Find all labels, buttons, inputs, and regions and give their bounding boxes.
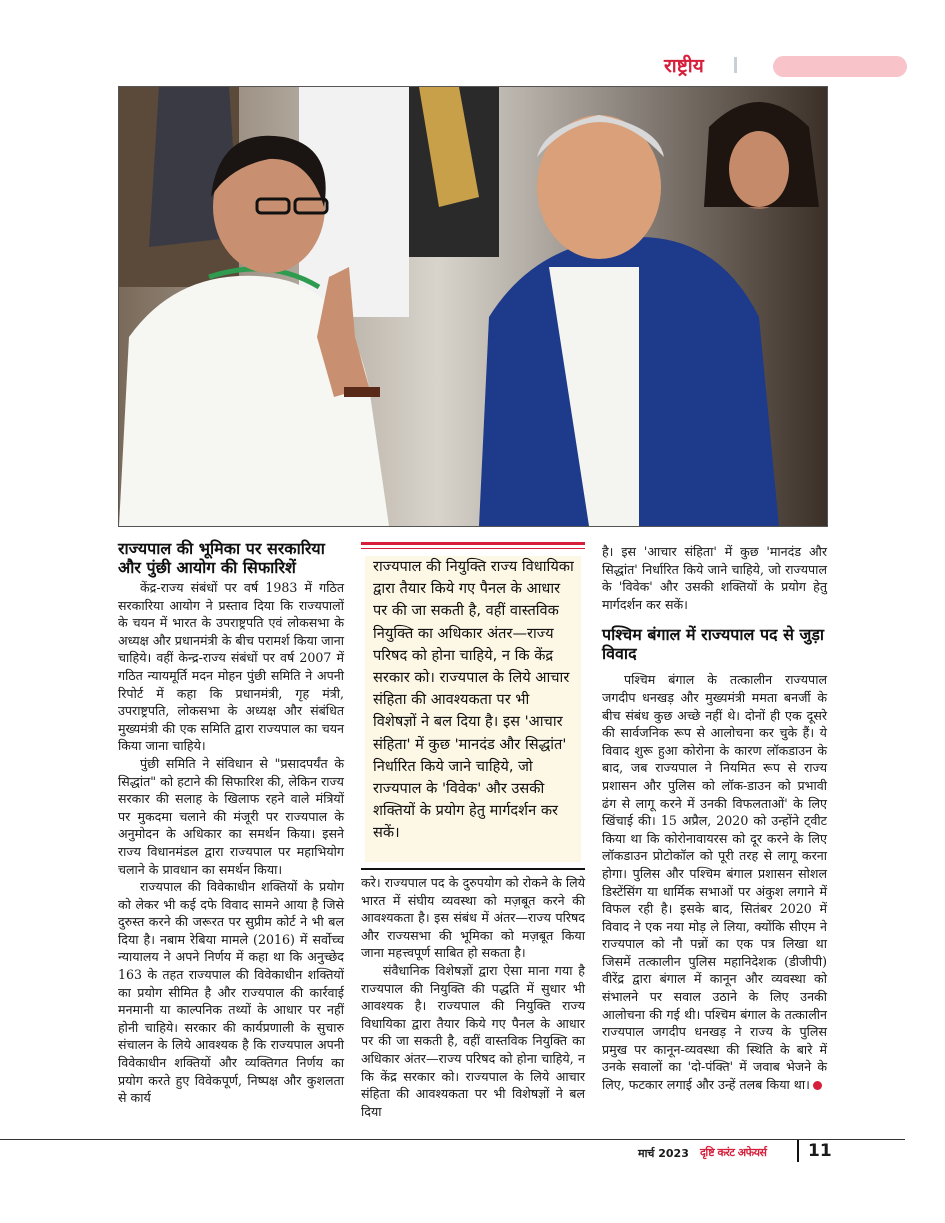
- paragraph: केंद्र-राज्य संबंधों पर वर्ष 1983 में गठित सरकारिया आयोग ने प्रस्ताव दिया कि राज्यपालों के चयन में भारत के उपराष्ट्रपति एवं लोकसभा के अध्यक्ष और प्रधानमंत्री के बीच परामर्श किया जाना चाहिये। वहीं केन्द्र-राज्य संबंधों पर वर्ष 2007 में गठित न्यायमूर्ति मदन मोहन पुंछी समिति ने अपनी रिपोर्ट में कहा कि प्रधानमंत्री, गृह मंत्री, उपराष्ट्रपति, लोकसभा के अध्यक्ष और संबंधित मुख्यमंत्री की एक समिति द्वारा राज्यपाल का चयन किया जाना चाहिये।: [118, 580, 344, 754]
- end-mark-icon: [813, 1081, 822, 1090]
- footer-divider: [797, 1140, 799, 1162]
- paragraph: पुंछी समिति ने संविधान से "प्रसादपर्यंत के सिद्धांत" को हटाने की सिफारिश की, लेकिन राज्य सरकार की सलाह के खिलाफ रहने वाले मंत्रियों पर मुकदमा चलाने की मंजूरी पर राज्यपाल के अनुमोदन के अधिकार का समर्थन किया। इसने राज्य विधानमंडल द्वारा राज्यपाल पर महाभियोग चलाने के प्रावधान का समर्थन किया।: [118, 755, 344, 877]
- section-label: राष्ट्रीय: [664, 55, 704, 77]
- paragraph: करे। राज्यपाल पद के दुरुपयोग को रोकने के लिये भारत में संघीय व्यवस्था को मज़बूत करने की आवश्यकता है। इस संबंध में अंतर—राज्य परिषद और राज्यसभा की भूमिका को मज़बूत किया जाना महत्त्वपूर्ण साबित हो सकता है।: [361, 875, 585, 961]
- paragraph: राज्यपाल की विवेकाधीन शक्तियों के प्रयोग को लेकर भी कई दफे विवाद सामने आया है जिसे दुरुस्त करने की जरूरत पर सुप्रीम कोर्ट ने भी बल दिया है। नबाम रेबिया मामले (2016) में सर्वोच्च न्यायालय ने अपने निर्णय में कहा था कि अनुच्छेद 163 के तहत राज्यपाल की विवेकाधीन शक्तियों का प्रयोग सीमित है और राज्यपाल की कार्रवाई मनमानी या काल्पनिक तथ्यों के आधार पर नहीं होनी चाहिये। सरकार की कार्यप्रणाली के सुचारु संचालन के लिये आवश्यक है कि राज्यपाल अपनी विवेकाधीन शक्तियों और व्यक्तिगत निर्णय का प्रयोग करते हुए विवेकपूर्ण, निष्पक्ष और कुशलता से कार्य: [118, 879, 344, 1106]
- article-column-1: [118, 539, 344, 1107]
- paragraph: है। इस 'आचार संहिता' में कुछ 'मानदंड और सिद्धांत' निर्धारित किये जाने चाहिये, जो राज्यपाल के 'विवेक' और उसकी शक्तियों के प्रयोग हेतु मार्गदर्शन कर सकें।: [602, 544, 827, 612]
- article-column-3: [602, 543, 827, 1094]
- paragraph-text: पश्चिम बंगाल के तत्कालीन राज्यपाल जगदीप धनखड़ और मुख्यमंत्री ममता बनर्जी के बीच संबंध कुछ अच्छे नहीं थे। दोनों ही एक दूसरे की सार्वजनिक रूप से आलोचना कर चुके हैं। ये विवाद शुरू हुआ कोरोना के कारण लॉकडाउन के बाद, जब राज्यपाल ने नियमित रूप से राज्य प्रशासन और पुलिस को लॉक-डाउन को प्रभावी ढंग से लागू करने में उनकी विफलताओं' के लिए खिंचाई की। 15 अप्रैल, 2020 को उन्होंने ट्वीट किया था कि कोरोनावायरस को दूर करने के लिए लॉकडाउन प्रोटोकॉल को पूरी तरह से लागू करना होगा। पुलिस और पश्चिम बंगाल प्रशासन सोशल डिस्टेंसिंग या धार्मिक सभाओं पर अंकुश लगाने में विफल रही है। इसके बाद, सितंबर 2020 में विवाद ने एक नया मोड़ ले लिया, क्योंकि सीएम ने राज्यपाल को नौ पन्नों का एक पत्र लिखा था जिसमें तत्कालीन पुलिस महानिदेशक (डीजीपी) वीरेंद्र द्वारा बंगाल में कानून और व्यवस्था को संभालने पर सवाल उठाने के लिए उनकी आलोचना की गई थी। पश्चिम बंगाल के तत्कालीन राज्यपाल जगदीप धनखड़ ने राज्य के पुलिस प्रमुख पर कानून-व्यवस्था की स्थिति के बारे में उनके सवालों का 'दो-पंक्ति' में जवाब भेजने के लिए, फटकार लगाई और उन्हें तलब किया था।: [602, 672, 827, 1093]
- section-heading-commissions: राज्यपाल की भूमिका पर सरकारिया और पुंछी आयोग की सिफारिशें: [118, 539, 325, 577]
- page-number: 11: [808, 1141, 832, 1161]
- article-column-2: [361, 874, 585, 1120]
- paragraph: [602, 671, 827, 1093]
- magazine-logo: दृष्टि करंट अफेयर्स: [700, 1146, 767, 1159]
- pull-quote: [361, 542, 585, 870]
- pull-quote-rule: [361, 548, 585, 549]
- issue-date: मार्च 2023: [638, 1147, 689, 1160]
- footer-rule: [0, 1139, 905, 1140]
- section-heading-west-bengal: पश्चिम बंगाल में राज्यपाल पद से जुड़ा विवाद: [602, 625, 825, 664]
- pull-quote-rule: [361, 542, 585, 545]
- photo-illustration: [119, 87, 827, 526]
- pull-quote-rule: [361, 868, 585, 870]
- article-photo: [118, 86, 828, 527]
- pull-quote-text: राज्यपाल की नियुक्ति राज्य विधायिका द्वारा तैयार किये गए पैनल के आधार पर की जा सकती है, वहीं वास्तविक नियुक्ति का अधिकार अंतर—राज्य परिषद को होना चाहिये, न कि केंद्र सरकार को। राज्यपाल के लिये आचार संहिता की आवश्यकता पर भी विशेषज्ञों ने बल दिया है। इस 'आचार संहिता' में कुछ 'मानदंड और सिद्धांत' निर्धारित किये जाने चाहिये, जो राज्यपाल के 'विवेक' और उसकी शक्तियों के प्रयोग हेतु मार्गदर्शन कर सकें।: [373, 558, 574, 842]
- paragraph: संवैधानिक विशेषज्ञों द्वारा ऐसा माना गया है राज्यपाल की नियुक्ति की पद्धति में सुधार भी आवश्यक है। राज्यपाल की नियुक्ति राज्य विधायिका द्वारा तैयार किये गए पैनल के आधार पर की जा सकती है, वहीं वास्तविक नियुक्ति का अधिकार अंतर—राज्य परिषद को होना चाहिये, न कि केंद्र सरकार को। राज्यपाल के लिये आचार संहिता की आवश्यकता पर भी विशेषज्ञों ने बल दिया: [361, 962, 585, 1119]
- header-pill: [773, 56, 907, 77]
- header-divider: [734, 57, 737, 73]
